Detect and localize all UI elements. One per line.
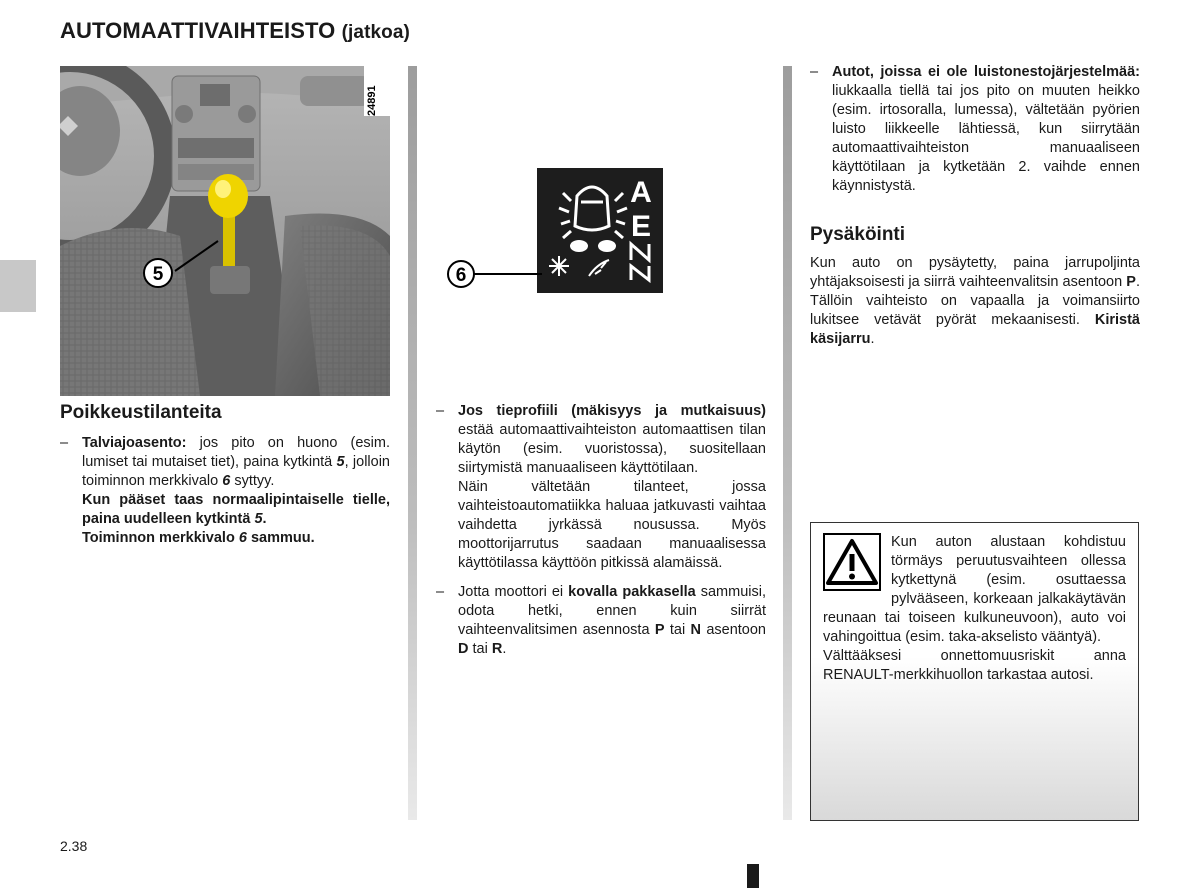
indicator-letter-a: A — [630, 176, 652, 209]
list-item-winter-mode: – Talviajoasento: jos pito on huono (esim. lumiset tai mutaiset tiet), paina kytkintä 5, jolloin toiminnon merkkivalo 6 syttyy. Kun pääset taas normaalipintaiselle tielle, paina uudelleen kytkintä 5. Toiminnon merkkivalo 6 sammuu. — [60, 435, 390, 546]
warning-advice: Välttääksesi onnettomuusriskit anna RENAULT-merkkihuollon tarkastaa autosi. — [823, 648, 1126, 683]
column-divider-1 — [408, 66, 417, 820]
column-divider-2 — [783, 66, 792, 820]
chapter-tab — [0, 260, 36, 312]
parking-paragraph: Kun auto on pysäytetty, paina jarrupoljinta yhtäjaksoisesti ja siirrä vaihteenvalitsin asentoon P. Tällöin vaihteisto on vapaalla ja voimansiirto lukitsee vetävät pyörät mekaanisesti. Kiristä käsijarru. — [810, 255, 1140, 347]
skid-icon — [589, 260, 609, 276]
snowflake-icon — [549, 256, 569, 276]
page-edge-mark — [747, 864, 759, 888]
car-interior-photo — [60, 66, 390, 396]
list-item-no-traction-control: – Autot, joissa ei ole luistonestojärjestelmää: liukkaalla tiellä tai jos pito on muuten heikko (esim. irtosoralla, lumessa), vältetään pyörien luisto liikkeelle lähtiessä, kun siirrytään automaattivaihteiston manuaaliseen käyttötilaan ja kytketään 2. vaihde ennen käynnistystä. — [810, 64, 1140, 194]
callout-6 — [446, 258, 542, 290]
list-item-cold-start: – Jotta moottori ei kovalla pakkasella sammuisi, odota hetki, ennen kuin siirrät vaihteenvalitsimen asennosta P tai N asentoon D tai R. — [436, 584, 766, 657]
indicator-panel — [537, 168, 663, 293]
title-main: AUTOMAATTIVAIHTEISTO — [60, 18, 336, 43]
indicator-letter-e: E — [630, 210, 652, 243]
warning-box — [810, 522, 1139, 821]
warning-text: Kun auton alustaan kohdistuu törmäys peruutusvaihteen ollessa kytkettynä (esim. osuttaessa pylvääseen, korkeaan jalkakäytävän reunaan tai toiseen kulkuneuvoon), auto voi vahingoittua (esim. taka-akselisto vääntyä). — [823, 534, 1126, 645]
figure-number: 24891 — [366, 85, 378, 116]
callout-5-label: 5 — [152, 264, 164, 285]
section-heading-parking: Pysäköinti — [810, 224, 906, 245]
page-title — [60, 18, 410, 44]
page-number: 2.38 — [60, 838, 88, 854]
section-heading-exceptions: Poikkeustilanteita — [60, 402, 222, 423]
callout-6-label: 6 — [455, 265, 467, 286]
list-item-road-profile: – Jos tieprofiili (mäkisyys ja mutkaisuus) estää automaattivaihteiston automaattisen tilan käytön (esim. vuoristossa), suositellaan siirtymistä manuaaliseen käyttötilaan. Näin vältetään tilanteet, jossa vaihteistoautomatiikka haluaa jatkuvasti vaihtaa vaihdetta jyrkässä nousussa. Myös moottorijarrutus saadaan manuaalisessa käyttötilassa käyttöön pitkissä alamäissä. — [436, 403, 766, 571]
title-subtitle: (jatkoa) — [341, 22, 410, 43]
